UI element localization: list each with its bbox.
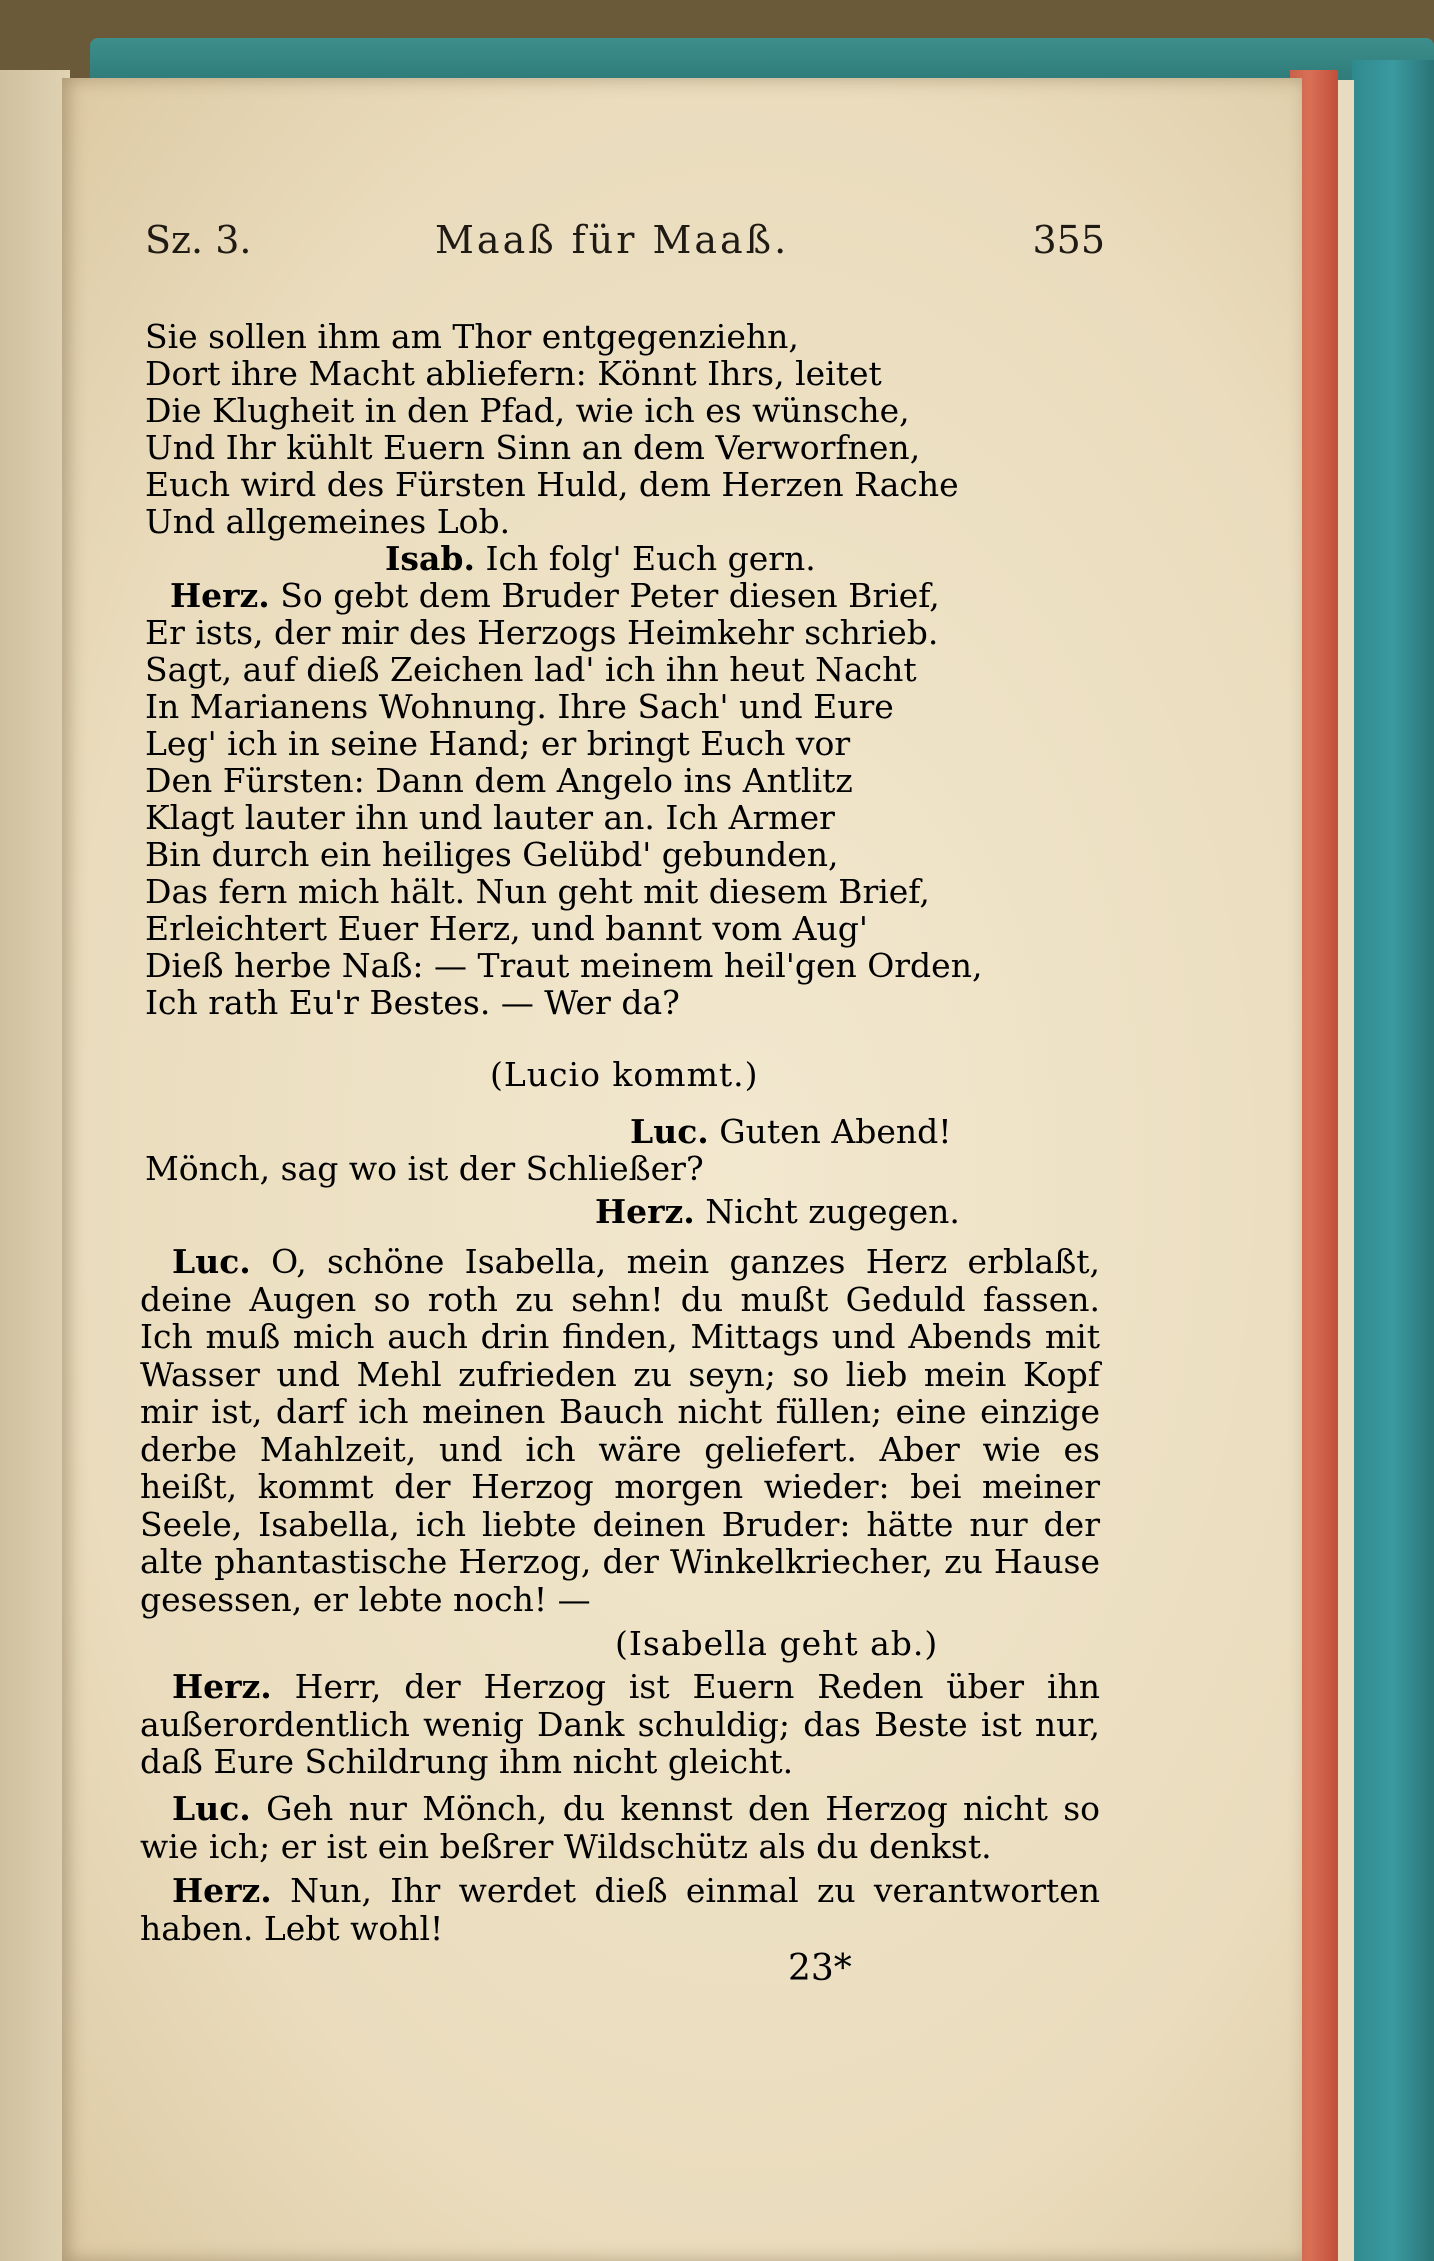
verse-line: Klagt lauter ihn und lauter an. Ich Armer bbox=[145, 798, 835, 837]
speech-herz-second bbox=[140, 1872, 1100, 1947]
page-edges-cream bbox=[1336, 80, 1354, 2261]
verse-line: Dort ihre Macht abliefern: Könnt Ihrs, leitet bbox=[145, 354, 882, 393]
speaker-label: Herz. bbox=[172, 1667, 272, 1706]
verse-line: Bin durch ein heiliges Gelübd' gebunden, bbox=[145, 835, 839, 874]
speech-text: O, schöne Isabella, mein ganzes Herz erblaßt, deine Augen so roth zu sehn! du mußt Geduld fassen. Ich muß mich auch drin finden, Mittags und Abends mit Wasser und Mehl zufrieden zu seyn; so lieb mein Kopf mir ist, darf ich meinen Bauch nicht füllen; eine einzige derbe Mahlzeit, und ich wäre geliefert. Aber wie es heißt, kommt der Herzog morgen wieder: bei meiner Seele, Isabella, ich liebte deinen Bruder: hätte nur der alte phantastische Herzog, der Winkelkriecher, zu Hause gesessen, er lebte noch! — bbox=[140, 1242, 1100, 1619]
book-cover-right bbox=[1352, 60, 1434, 2261]
speech-text: Geh nur Mönch, du kennst den Herzog nicht so wie ich; er ist ein beßrer Wildschütz als du denkst. bbox=[140, 1789, 1100, 1866]
verse-line: Euch wird des Fürsten Huld, dem Herzen Rache bbox=[145, 465, 959, 504]
verse-line: Das fern mich hält. Nun geht mit diesem Brief, bbox=[145, 872, 930, 911]
verse-line bbox=[170, 577, 1070, 614]
speech-herz-reply bbox=[595, 1193, 1434, 1230]
speech-text: Nun, Ihr werdet dieß einmal zu verantworten haben. Lebt wohl! bbox=[140, 1871, 1100, 1948]
speech-herz-long bbox=[140, 1668, 1100, 1781]
verse-line: Und allgemeines Lob. bbox=[145, 502, 511, 541]
verse-line: Dieß herbe Naß: — Traut meinem heil'gen Orden, bbox=[145, 946, 983, 985]
speech-text: So gebt dem Bruder Peter diesen Brief, bbox=[280, 576, 940, 615]
speaker-label: Luc. bbox=[172, 1789, 251, 1828]
verse-line: Leg' ich in seine Hand; er bringt Euch vor bbox=[145, 724, 851, 763]
speech-luc-greeting bbox=[630, 1113, 1434, 1150]
speech-text: Herr, der Herzog ist Euern Reden über ihn außerordentlich wenig Dank schuldig; das Beste ist nur, daß Eure Schildrung ihm nicht gleicht. bbox=[140, 1667, 1100, 1781]
scene-label: Sz. 3. bbox=[145, 218, 252, 262]
verse-line: Erleichtert Euer Herz, und bannt vom Aug' bbox=[145, 909, 868, 948]
speaker-label: Luc. bbox=[172, 1242, 251, 1281]
speaker-label: Herz. bbox=[172, 1871, 272, 1910]
verse-line: Den Fürsten: Dann dem Angelo ins Antlitz bbox=[145, 761, 853, 800]
speech-luc-second bbox=[140, 1790, 1100, 1865]
running-title: Maaß für Maaß. bbox=[435, 218, 790, 262]
verse-line: Die Klugheit in den Pfad, wie ich es wünsche, bbox=[145, 391, 910, 430]
verse-line: Er ists, der mir des Herzogs Heimkehr schrieb. bbox=[145, 613, 939, 652]
verse-line: Sie sollen ihm am Thor entgegenziehn, bbox=[145, 317, 799, 356]
verse-line: Sagt, auf dieß Zeichen lad' ich ihn heut Nacht bbox=[145, 650, 917, 689]
running-header bbox=[145, 218, 1105, 278]
verse-line: Und Ihr kühlt Euern Sinn an dem Verworfnen, bbox=[145, 428, 921, 467]
speech-text: Nicht zugegen. bbox=[705, 1192, 960, 1231]
speech-luc-long bbox=[140, 1243, 1100, 1618]
stage-direction: (Lucio kommt.) bbox=[490, 1055, 759, 1094]
speaker-label: Herz. bbox=[170, 576, 270, 615]
speaker-label: Luc. bbox=[630, 1112, 709, 1151]
signature-mark: 23* bbox=[788, 1948, 852, 1989]
page-number: 355 bbox=[1032, 218, 1105, 262]
speech-text: Guten Abend! bbox=[719, 1112, 952, 1151]
previous-page-edge bbox=[0, 70, 70, 2261]
verse-line: Ich rath Eu'r Bestes. — Wer da? bbox=[145, 983, 680, 1022]
verse-line: In Marianens Wohnung. Ihre Sach' und Eure bbox=[145, 687, 894, 726]
speech-isab bbox=[385, 540, 1285, 577]
speaker-label: Herz. bbox=[595, 1192, 695, 1231]
stage-direction: (Isabella geht ab.) bbox=[615, 1624, 939, 1663]
speaker-label: Isab. bbox=[385, 539, 475, 578]
verse-line: Mönch, sag wo ist der Schließer? bbox=[145, 1149, 704, 1188]
speech-text: Ich folg' Euch gern. bbox=[485, 539, 816, 578]
